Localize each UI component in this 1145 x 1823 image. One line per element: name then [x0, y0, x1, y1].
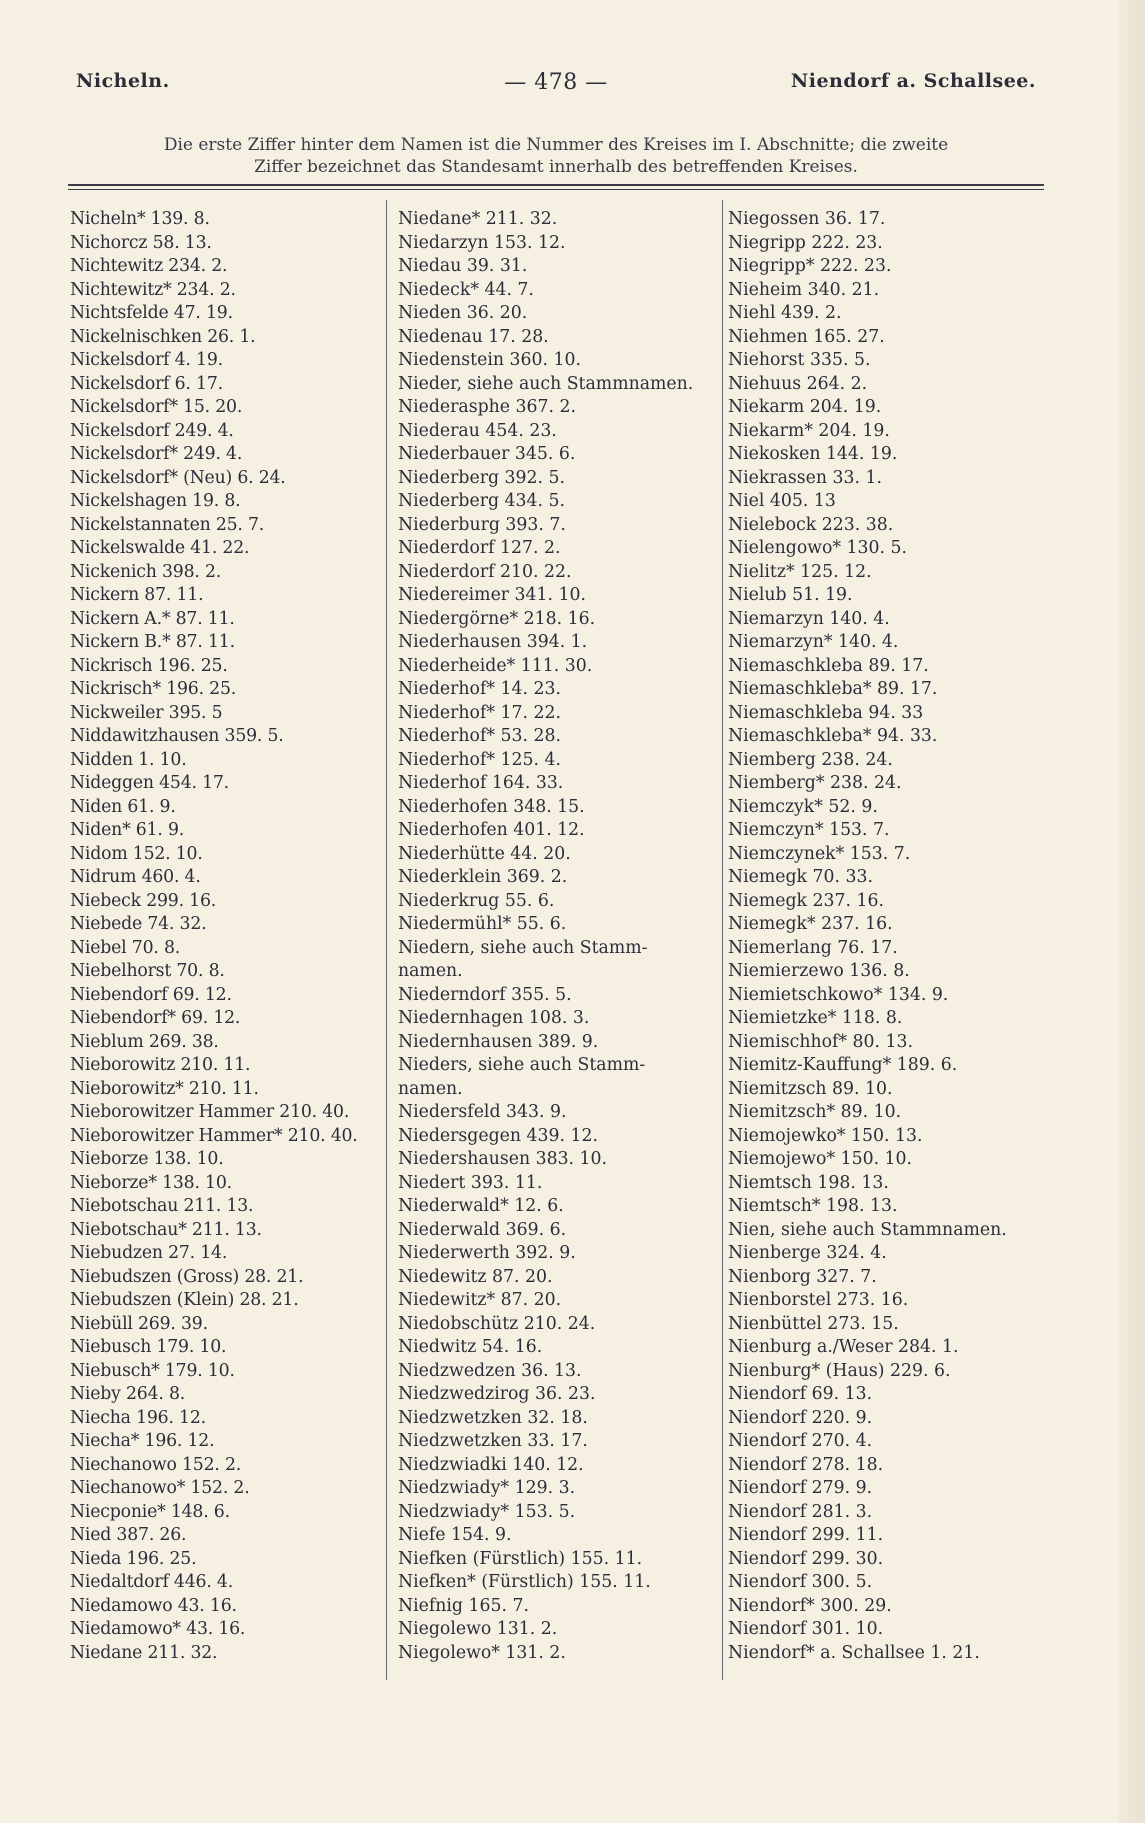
index-entry: Nienborstel 273. 16. [728, 1290, 909, 1310]
index-entry: Nichtewitz 234. 2. [70, 256, 228, 276]
index-entry: Niederburg 393. 7. [398, 514, 566, 535]
index-entry: Nicheln* 139. 8. [70, 209, 210, 229]
page-number: — 478 — [504, 70, 608, 95]
index-entry: Nielebock 223. 38. [728, 514, 894, 535]
entry-list [70, 208, 380, 1665]
index-entry: Niedane* 211. 32. [398, 209, 558, 229]
index-column-2 [398, 208, 718, 1665]
index-entry: Nieby 264. 8. [70, 1384, 186, 1404]
column-divider [722, 200, 723, 1680]
index-entry: Niel 405. 13 [728, 491, 836, 511]
index-entry: Nieborze 138. 10. [70, 1149, 224, 1169]
index-entry: Nickern B.* 87. 11. [70, 632, 235, 652]
index-entry: Nickelswalde 41. 22. [70, 538, 250, 558]
index-entry: Nichorcz 58. 13. [70, 232, 212, 253]
index-entry: Niendorf 299. 11. [728, 1525, 884, 1545]
index-entry: Nickelnischken 26. 1. [70, 326, 256, 347]
index-entry: Niecponie* 148. 6. [70, 1501, 230, 1522]
index-entry: Niedzwetzken 33. 17. [398, 1431, 588, 1451]
index-entry: Nickelstannaten 25. 7. [70, 514, 265, 535]
entry-list [728, 208, 1048, 1665]
index-entry: Niedern, siehe auch Stamm- [398, 937, 648, 958]
index-entry: Niemischhof* 80. 13. [728, 1031, 913, 1052]
index-entry: Nidom 152. 10. [70, 843, 203, 864]
index-entry: Nieders, siehe auch Stamm- [398, 1055, 646, 1075]
index-entry: Niekarm 204. 19. [728, 397, 882, 417]
index-entry: Nickern 87. 11. [70, 585, 204, 605]
index-entry: Niebel 70. 8. [70, 937, 181, 958]
index-entry: Niegossen 36. 17. [728, 209, 886, 229]
index-entry: Nieborowitzer Hammer* 210. 40. [70, 1125, 358, 1146]
index-entry: Niemegk 70. 33. [728, 867, 873, 887]
index-entry: Niebudzen 27. 14. [70, 1243, 228, 1263]
index-entry: Niemberg* 238. 24. [728, 773, 902, 793]
index-entry: Niederasphe 367. 2. [398, 397, 576, 417]
index-entry: Niefnig 165. 7. [398, 1595, 529, 1616]
index-entry: Niederwald 369. 6. [398, 1219, 567, 1240]
index-entry: Niedenstein 360. 10. [398, 350, 581, 370]
index-entry: Nieborowitz 210. 11. [70, 1055, 251, 1075]
index-entry: Nieborze* 138. 10. [70, 1172, 232, 1193]
index-entry: Niegolewo 131. 2. [398, 1619, 558, 1639]
index-entry: Niederhof 164. 33. [398, 773, 564, 793]
index-entry: Niemarzyn* 140. 4. [728, 632, 899, 652]
index-entry: Niebusch 179. 10. [70, 1337, 227, 1357]
index-entry: Nien, siehe auch Stammnamen. [728, 1219, 1007, 1240]
index-entry: Niehl 439. 2. [728, 303, 842, 323]
index-entry: Nielengowo* 130. 5. [728, 538, 908, 558]
index-entry: Nickrisch* 196. 25. [70, 679, 237, 699]
index-entry: Niederhausen 394. 1. [398, 632, 588, 652]
index-entry: Niegripp* 222. 23. [728, 256, 892, 276]
index-entry: Niedernhagen 108. 3. [398, 1008, 590, 1028]
header-rule [68, 184, 1044, 186]
index-entry: Nieborowitz* 210. 11. [70, 1078, 259, 1099]
index-entry: Niemietschkowo* 134. 9. [728, 984, 949, 1005]
index-entry: Niekosken 144. 19. [728, 444, 898, 464]
index-entry: Niedersfeld 343. 9. [398, 1102, 567, 1122]
index-entry: Niendorf 301. 10. [728, 1619, 884, 1639]
index-column-3 [728, 208, 1048, 1665]
index-entry: Niedamowo 43. 16. [70, 1595, 237, 1616]
index-entry: Niederhof* 14. 23. [398, 679, 561, 699]
index-entry: Nieborowitzer Hammer 210. 40. [70, 1102, 350, 1122]
index-entry: Niedwitz 54. 16. [398, 1337, 543, 1357]
index-entry: Niederhofen 348. 15. [398, 796, 585, 817]
intro-line-2: Ziffer bezeichnet das Standesamt innerhalb des betreffenden Kreises. [254, 157, 858, 177]
index-entry: Nickern A.* 87. 11. [70, 608, 235, 629]
index-entry: Nichtewitz* 234. 2. [70, 279, 236, 300]
index-entry: Niederdorf 127. 2. [398, 538, 561, 558]
index-entry: Niekrassen 33. 1. [728, 467, 882, 488]
index-entry: Niendorf 279. 9. [728, 1478, 873, 1498]
index-entry: Nieden 36. 20. [398, 303, 528, 323]
index-entry: Niendorf 281. 3. [728, 1501, 873, 1522]
index-entry: Niedzwedzen 36. 13. [398, 1360, 582, 1381]
index-entry: Niedzwiady* 153. 5. [398, 1501, 576, 1522]
index-entry: Niederwerth 392. 9. [398, 1243, 576, 1263]
header-rule-thin [68, 189, 1044, 190]
index-entry: Niemaschkleba* 89. 17. [728, 679, 938, 699]
index-entry: Niederndorf 355. 5. [398, 984, 572, 1005]
index-entry: Niebelhorst 70. 8. [70, 961, 225, 981]
index-column-1 [70, 208, 380, 1665]
index-entry: Niefe 154. 9. [398, 1525, 512, 1545]
index-entry: Niecha* 196. 12. [70, 1431, 215, 1451]
intro-note [66, 134, 1046, 178]
index-entry: Nickelshagen 19. 8. [70, 491, 241, 511]
index-entry: Niebudszen (Klein) 28. 21. [70, 1290, 299, 1310]
index-entry: Niedergörne* 218. 16. [398, 608, 596, 629]
index-entry: Niemegk 237. 16. [728, 890, 884, 911]
index-entry: Niederwald* 12. 6. [398, 1196, 564, 1216]
column-divider [386, 200, 387, 1680]
header-right-keyword: Niendorf a. Schallsee. [790, 70, 1036, 92]
index-entry: Nideggen 454. 17. [70, 773, 229, 793]
index-entry: Nieder, siehe auch Stammnamen. [398, 373, 694, 394]
index-entry: Niendorf 270. 4. [728, 1431, 873, 1451]
index-entry: Niendorf 299. 30. [728, 1548, 884, 1569]
index-entry: Niederhofen 401. 12. [398, 820, 585, 840]
index-entry: Niehmen 165. 27. [728, 326, 885, 347]
index-entry: Niedzwiady* 129. 3. [398, 1478, 576, 1498]
index-entry: Niebendorf 69. 12. [70, 984, 232, 1005]
index-entry: Niederhütte 44. 20. [398, 843, 571, 864]
index-entry: Niemczyn* 153. 7. [728, 820, 890, 840]
index-entry: Niegolewo* 131. 2. [398, 1642, 566, 1663]
index-entry: Niechanowo 152. 2. [70, 1454, 242, 1475]
header-left-keyword: Nicheln. [76, 70, 170, 92]
index-entry: Nickweiler 395. 5 [70, 702, 223, 723]
index-entry: Niedau 39. 31. [398, 256, 528, 276]
index-entry: Niden* 61. 9. [70, 820, 185, 840]
index-entry: Niemojewo* 150. 10. [728, 1149, 913, 1169]
page-header [76, 70, 1036, 100]
index-entry: Nickelsdorf 6. 17. [70, 373, 223, 394]
index-entry: Niedamowo* 43. 16. [70, 1619, 246, 1639]
index-entry: Niedereimer 341. 10. [398, 585, 587, 605]
index-entry: Nienbüttel 273. 15. [728, 1313, 899, 1334]
intro-line-1: Die erste Ziffer hinter dem Namen ist die Nummer des Kreises im I. Abschnitte; die zweite [163, 135, 949, 155]
index-entry: Nickrisch 196. 25. [70, 655, 228, 676]
index-entry: Niederhof* 53. 28. [398, 726, 561, 746]
index-entry: Nienburg* (Haus) 229. 6. [728, 1360, 951, 1381]
index-entry: Niekarm* 204. 19. [728, 420, 890, 441]
index-entry: Niendorf 220. 9. [728, 1407, 873, 1428]
index-entry: Niemitz-Kauffung* 189. 6. [728, 1055, 958, 1075]
index-entry: Niedaltdorf 446. 4. [70, 1572, 233, 1592]
index-entry: Niemaschkleba 94. 33 [728, 702, 924, 723]
index-entry: Niederhof* 17. 22. [398, 702, 561, 723]
index-entry: Niemczynek* 153. 7. [728, 843, 911, 864]
index-entry: Niederhof* 125. 4. [398, 749, 561, 770]
index-entry: Niedersgegen 439. 12. [398, 1125, 598, 1146]
index-entry: Niemberg 238. 24. [728, 749, 893, 770]
index-entry: Niedeck* 44. 7. [398, 279, 534, 300]
index-entry: Niendorf 278. 18. [728, 1454, 884, 1475]
index-entry: Niederberg 434. 5. [398, 491, 565, 511]
page-edge [1119, 0, 1145, 1823]
index-entry: Niedarzyn 153. 12. [398, 232, 566, 253]
index-entry: Niecha 196. 12. [70, 1407, 206, 1428]
index-entry: Niederheide* 111. 30. [398, 655, 593, 676]
index-entry: Nidden 1. 10. [70, 749, 187, 770]
index-entry: Niemaschkleba* 94. 33. [728, 726, 938, 746]
index-entry: Niebeck 299. 16. [70, 890, 217, 911]
index-entry: Niemtsch 198. 13. [728, 1172, 889, 1193]
index-entry: Niedenau 17. 28. [398, 326, 549, 347]
index-entry: Niedernhausen 389. 9. [398, 1031, 599, 1052]
index-entry: Niederdorf 210. 22. [398, 561, 572, 582]
index-entry: Niefken (Fürstlich) 155. 11. [398, 1548, 643, 1569]
index-entry: Niedewitz 87. 20. [398, 1266, 553, 1287]
index-entry: Nielub 51. 19. [728, 585, 853, 605]
index-entry: Niedzwedzirog 36. 23. [398, 1384, 596, 1404]
entry-list [398, 208, 718, 1665]
index-entry: Niehuus 264. 2. [728, 373, 868, 394]
index-entry: Niemerlang 76. 17. [728, 937, 898, 958]
index-entry: Niederberg 392. 5. [398, 467, 565, 488]
index-entry: Niebüll 269. 39. [70, 1313, 208, 1334]
index-entry: Niddawitzhausen 359. 5. [70, 726, 284, 746]
index-entry: Niebusch* 179. 10. [70, 1360, 235, 1381]
index-entry: Niederkrug 55. 6. [398, 890, 555, 911]
index-entry: Niedermühl* 55. 6. [398, 914, 567, 934]
index-entry: Niedane 211. 32. [70, 1642, 218, 1663]
index-entry: Nickenich 398. 2. [70, 561, 222, 582]
index-entry: Niedzwetzken 32. 18. [398, 1407, 588, 1428]
index-entry: Nidrum 460. 4. [70, 867, 201, 887]
index-entry: Niefken* (Fürstlich) 155. 11. [398, 1572, 651, 1592]
index-entry: Nickelsdorf 4. 19. [70, 350, 223, 370]
index-entry: Nickelsdorf* 15. 20. [70, 397, 243, 417]
index-entry: Nichtsfelde 47. 19. [70, 303, 233, 323]
index-entry: Niemarzyn 140. 4. [728, 608, 890, 629]
index-entry: Niemaschkleba 89. 17. [728, 655, 929, 676]
index-entry: Niehorst 335. 5. [728, 350, 871, 370]
index-entry: Nickelsdorf* 249. 4. [70, 444, 243, 464]
index-entry: Niedert 393. 11. [398, 1172, 543, 1193]
index-entry: Niendorf 300. 5. [728, 1572, 873, 1592]
index-entry: Nieheim 340. 21. [728, 279, 880, 300]
index-entry: Niederau 454. 23. [398, 420, 557, 441]
index-entry: Niechanowo* 152. 2. [70, 1478, 250, 1498]
index-entry: Nickelsdorf 249. 4. [70, 420, 234, 441]
index-entry: Niendorf* 300. 29. [728, 1595, 892, 1616]
index-entry: namen. [398, 961, 463, 981]
index-entry: Niedzwiadki 140. 12. [398, 1454, 584, 1475]
index-entry: Niemtsch* 198. 13. [728, 1196, 898, 1216]
index-entry: Niedewitz* 87. 20. [398, 1290, 562, 1310]
index-entry: namen. [398, 1078, 463, 1099]
index-entry: Niden 61. 9. [70, 796, 176, 817]
index-entry: Niemitzsch 89. 10. [728, 1078, 893, 1099]
index-entry: Nickelsdorf* (Neu) 6. 24. [70, 467, 286, 488]
index-entry: Nienburg a./Weser 284. 1. [728, 1337, 959, 1357]
index-entry: Niegripp 222. 23. [728, 232, 883, 253]
index-entry: Niendorf* a. Schallsee 1. 21. [728, 1642, 980, 1663]
index-entry: Niedobschütz 210. 24. [398, 1313, 596, 1334]
index-entry: Niemojewko* 150. 13. [728, 1125, 923, 1146]
index-entry: Nienborg 327. 7. [728, 1266, 877, 1287]
index-entry: Niebendorf* 69. 12. [70, 1008, 241, 1028]
index-entry: Niemietzke* 118. 8. [728, 1008, 903, 1028]
index-entry: Niedershausen 383. 10. [398, 1149, 608, 1169]
index-entry: Niebotschau 211. 13. [70, 1196, 254, 1216]
index-entry: Nieda 196. 25. [70, 1548, 197, 1569]
index-entry: Nielitz* 125. 12. [728, 561, 872, 582]
index-entry: Niederklein 369. 2. [398, 867, 568, 887]
index-entry: Niemczyk* 52. 9. [728, 796, 878, 817]
index-entry: Niemitzsch* 89. 10. [728, 1102, 902, 1122]
index-entry: Niebudszen (Gross) 28. 21. [70, 1266, 304, 1287]
index-entry: Niendorf 69. 13. [728, 1384, 873, 1404]
index-entry: Nied 387. 26. [70, 1525, 187, 1545]
index-entry: Niemegk* 237. 16. [728, 914, 893, 934]
index-entry: Niemierzewo 136. 8. [728, 961, 910, 981]
index-entry: Nieblum 269. 38. [70, 1031, 219, 1052]
index-entry: Niebede 74. 32. [70, 914, 207, 934]
index-entry: Niebotschau* 211. 13. [70, 1219, 262, 1240]
index-entry: Nienberge 324. 4. [728, 1243, 887, 1263]
index-entry: Niederbauer 345. 6. [398, 444, 576, 464]
